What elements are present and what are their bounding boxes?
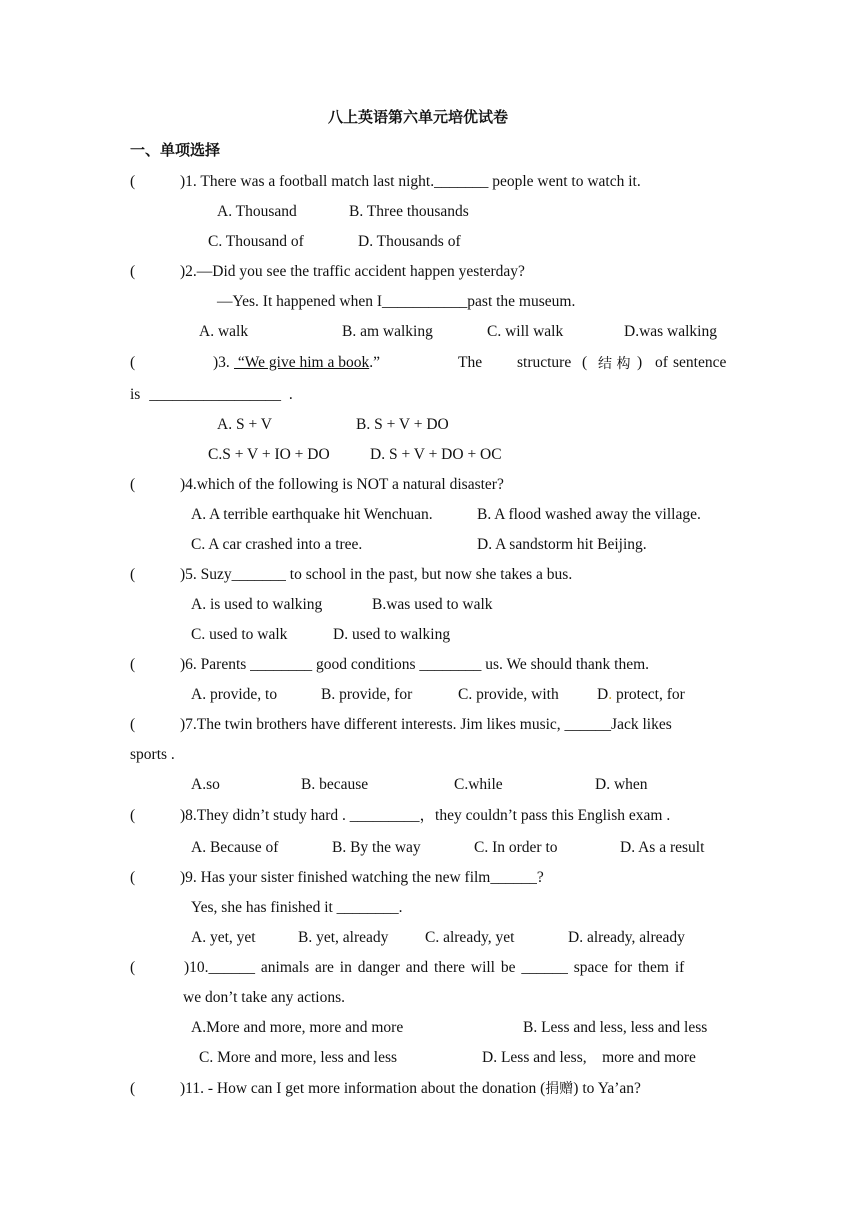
option-d: D. As a result — [620, 839, 705, 856]
stem-word: ( — [582, 354, 588, 371]
answer-paren: ( — [130, 656, 136, 673]
option-d: D. when — [595, 776, 648, 793]
answer-paren: ( — [130, 959, 136, 976]
option-a: A. Thousand — [217, 203, 297, 220]
option-d: D. Thousands of — [358, 233, 461, 250]
option-d: D. used to walking — [333, 626, 451, 643]
option-c: C. already, yet — [425, 929, 515, 946]
answer-paren: ( — [130, 716, 136, 733]
answer-paren: ( — [130, 807, 136, 824]
option-a: A. Because of — [191, 839, 279, 856]
question-number: )3. — [213, 354, 230, 371]
question-stem: )4.which of the following is NOT a natural disaster? — [180, 476, 504, 493]
option-letter: D — [597, 686, 609, 703]
option-c: C.while — [454, 776, 503, 793]
option-b: B. yet, already — [298, 929, 389, 946]
stem-word: of — [655, 354, 668, 371]
quoted-sentence — [234, 353, 380, 373]
option-d: D. already, already — [568, 929, 685, 946]
stem-text: ) to Ya’an? — [573, 1080, 641, 1097]
question-stem — [180, 1079, 641, 1099]
option-a: A. S + V — [217, 416, 272, 433]
question-stem: )7.The twin brothers have different interests. Jim likes music, ______Jack likes — [180, 716, 672, 733]
option-c: C. Thousand of — [208, 233, 304, 250]
option-a: A. yet, yet — [191, 929, 256, 946]
question-stem: )5. Suzy_______ to school in the past, but now she takes a bus. — [180, 566, 573, 583]
option-b: B. because — [301, 776, 369, 793]
option-d: D. S + V + DO + OC — [370, 446, 502, 463]
option-b: B. A flood washed away the village. — [477, 506, 701, 523]
line-text: is — [130, 386, 141, 403]
option-a: A.More and more, more and more — [191, 1019, 404, 1036]
option-c: C. used to walk — [191, 626, 288, 643]
option-d: D.was walking — [624, 323, 717, 340]
answer-paren: ( — [130, 476, 136, 493]
answer-paren: ( — [130, 566, 136, 583]
line-text: past the museum. — [467, 293, 576, 310]
page-title: 八上英语第六单元培优试卷 — [328, 108, 509, 126]
line-text: —Yes. It happened when I — [217, 293, 383, 310]
answer-paren: ( — [130, 869, 136, 886]
question-line-2 — [130, 385, 293, 405]
option-c: C. will walk — [487, 323, 564, 340]
option-c: C.S + V + IO + DO — [208, 446, 330, 463]
option-a: A.so — [191, 776, 220, 793]
option-d: D. A sandstorm hit Beijing. — [477, 536, 647, 553]
question-stem: )9. Has your sister finished watching the new film______? — [180, 869, 544, 886]
question-stem: )2.—Did you see the traffic accident happen yesterday? — [180, 263, 525, 280]
underlined-sentence: “We give him a book — [234, 354, 370, 371]
option-a: A. is used to walking — [191, 596, 323, 613]
section-heading: 一、单项选择 — [130, 141, 221, 159]
option-a: A. A terrible earthquake hit Wenchuan. — [191, 506, 433, 523]
quote-end: .” — [369, 354, 380, 371]
option-d: D. Less and less, more and more — [482, 1049, 696, 1066]
option-b: B. By the way — [332, 839, 421, 856]
stem-word-cjk: 结 构 — [598, 356, 631, 372]
stem-word: ) — [637, 354, 643, 371]
answer-paren: ( — [130, 354, 136, 371]
option-c: C. More and more, less and less — [199, 1049, 398, 1066]
option-c: C. provide, with — [458, 686, 559, 703]
option-b: B. Less and less, less and less — [523, 1019, 708, 1036]
stem-word: The — [458, 354, 483, 371]
answer-blank: ___________ — [382, 293, 468, 310]
question-line-2: Yes, she has finished it ________. — [191, 899, 403, 916]
answer-paren: ( — [130, 263, 136, 280]
option-c: C. A car crashed into a tree. — [191, 536, 363, 553]
stem-word: sentence — [673, 354, 727, 371]
stem-word: structure — [517, 354, 572, 371]
line-text: . — [288, 386, 293, 403]
stem-cjk: 捐赠 — [545, 1081, 574, 1097]
option-c: C. In order to — [474, 839, 558, 856]
question-stem: )1. There was a football match last night._______ people went to watch it. — [180, 173, 641, 190]
question-stem: )6. Parents ________ good conditions ________ us. We should thank them. — [180, 656, 650, 673]
question-line-2: we don’t take any actions. — [183, 989, 345, 1006]
stem-text: )11. - How can I get more information about the donation ( — [180, 1080, 546, 1097]
answer-paren: ( — [130, 1080, 136, 1097]
option-b: B. am walking — [342, 323, 433, 340]
option-b: B.was used to walk — [372, 596, 493, 613]
option-b: B. Three thousands — [349, 203, 469, 220]
question-line-2 — [217, 292, 575, 312]
option-b: B. S + V + DO — [356, 416, 449, 433]
option-a: A. provide, to — [191, 686, 278, 703]
option-b: B. provide, for — [321, 686, 413, 703]
option-a: A. walk — [199, 323, 249, 340]
option-d — [597, 685, 685, 705]
question-stem: )8.They didn’t study hard . _________，they couldn’t pass this English exam . — [180, 807, 671, 824]
answer-blank: _________________ — [149, 386, 281, 403]
answer-paren: ( — [130, 173, 136, 190]
question-stem: )10.______ animals are in danger and there will be ______ space for them if — [184, 959, 685, 976]
question-line-2: sports . — [130, 746, 175, 763]
option-dot: . — [608, 686, 613, 703]
option-text: protect, for — [612, 686, 685, 703]
